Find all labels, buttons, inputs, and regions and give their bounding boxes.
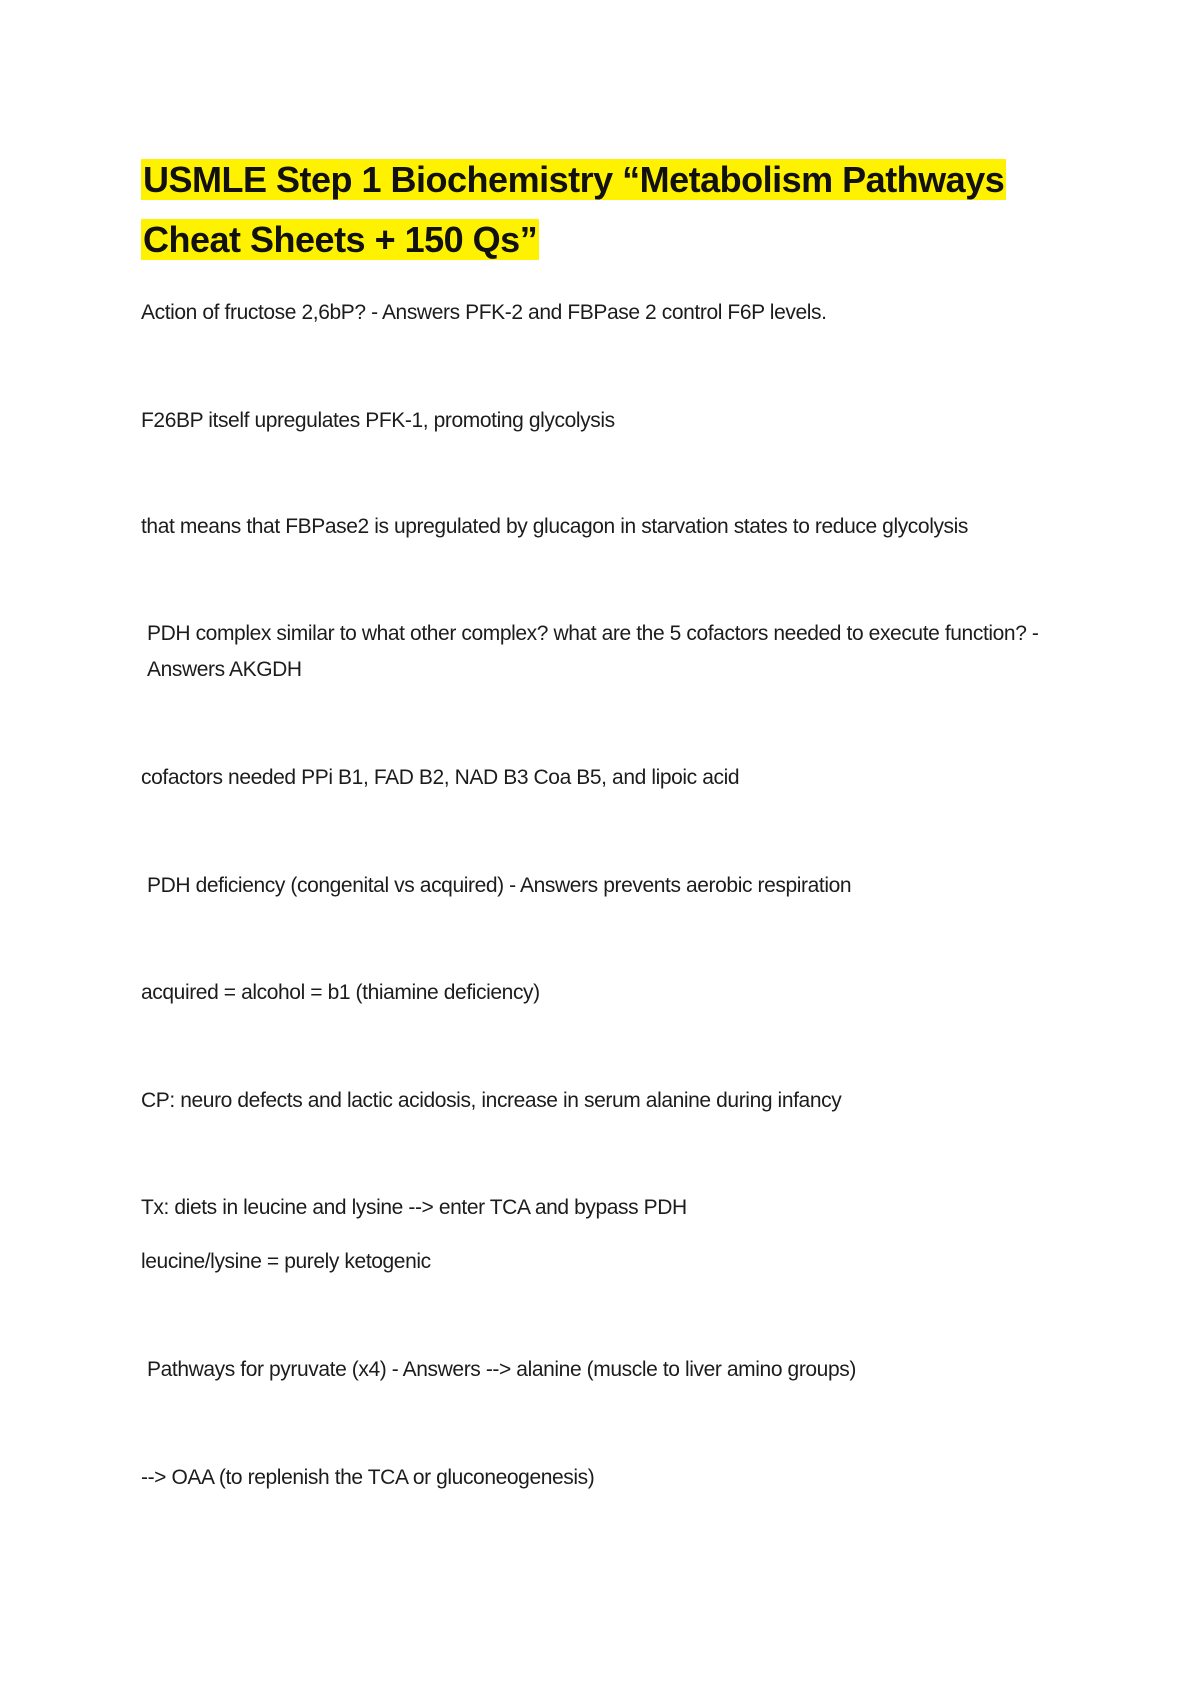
text-line-pdh-complex-question: PDH complex similar to what other complex? what are the 5 cofactors needed to execute function? - Answers AKGDH xyxy=(147,622,1039,681)
text-line-cofactors: cofactors needed PPi B1, FAD B2, NAD B3 Coa B5, and lipoic acid xyxy=(141,766,740,789)
title-highlight: USMLE Step 1 Biochemistry “Metabolism Pathways Cheat Sheets + 150 Qs” xyxy=(143,159,1005,260)
document-title xyxy=(141,150,1041,270)
text-line-oaa: --> OAA (to replenish the TCA or gluconeogenesis) xyxy=(141,1466,595,1489)
text-line-pdh-deficiency-question: PDH deficiency (congenital vs acquired) - Answers prevents aerobic respiration xyxy=(147,874,852,897)
text-line-leucine-lysine: leucine/lysine = purely ketogenic xyxy=(141,1250,431,1273)
text-line-pyruvate-question: Pathways for pyruvate (x4) - Answers --> alanine (muscle to liver amino groups) xyxy=(147,1358,856,1381)
text-line-f26bp: F26BP itself upregulates PFK-1, promoting glycolysis xyxy=(141,409,615,432)
text-line-cp: CP: neuro defects and lactic acidosis, increase in serum alanine during infancy xyxy=(141,1089,842,1112)
text-line-fbpase2: that means that FBPase2 is upregulated by glucagon in starvation states to reduce glycolysis xyxy=(141,515,969,538)
text-line-fructose-question: Action of fructose 2,6bP? - Answers PFK-2 and FBPase 2 control F6P levels. xyxy=(141,301,827,324)
text-line-acquired: acquired = alcohol = b1 (thiamine deficiency) xyxy=(141,981,540,1004)
text-line-tx: Tx: diets in leucine and lysine --> enter TCA and bypass PDH xyxy=(141,1196,687,1219)
